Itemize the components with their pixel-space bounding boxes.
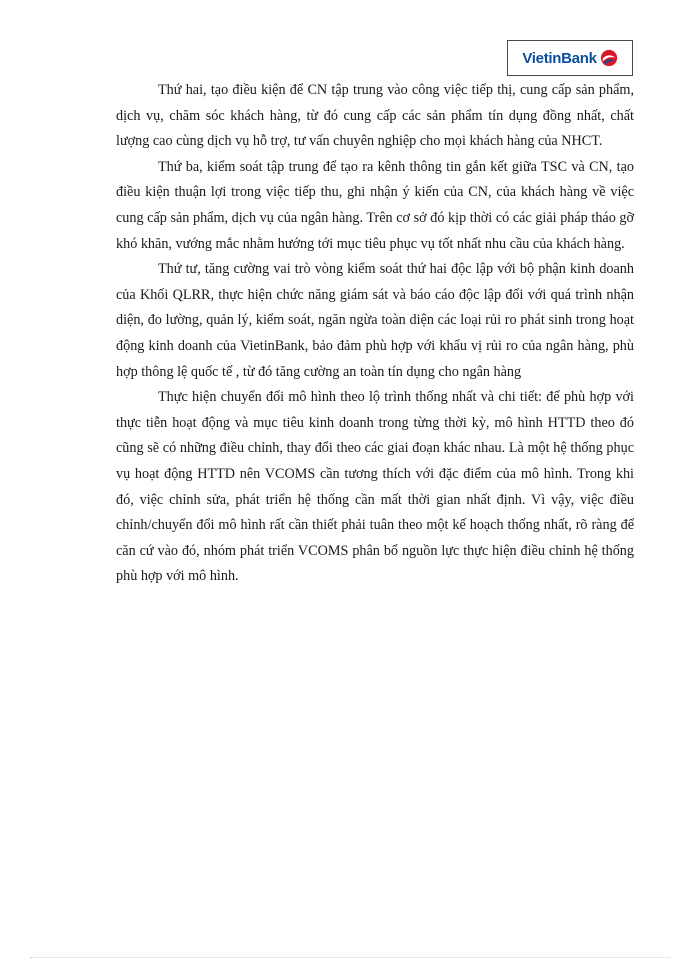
paragraph-chuyen-doi-mo-hinh: Thực hiện chuyển đổi mô hình theo lộ trình thống nhất và chi tiết: để phù hợp với thực tiễn hoạt động và mục tiêu kinh doanh trong từng thời kỳ, mô hình HTTD theo đó cũng sẽ có những điều chỉnh, thay đổi theo các giai đoạn khác nhau. Là một hệ thống phục vụ hoạt động HTTD nên VCOMS cần tương thích với đặc điểm của mô hình. Trong khi đó, việc chỉnh sửa, phát triển hệ thống cần mất thời gian nhất định. Vì vậy, việc điều chỉnh/chuyển đổi mô hình rất cần thiết phải tuân theo một kế hoạch thống nhất, rõ ràng để căn cứ vào đó, nhóm phát triển VCOMS phân bổ nguồn lực thực hiện điều chỉnh hệ thống phù hợp với mô hình. bbox=[116, 389, 634, 585]
paragraph-thu-ba: Thứ ba, kiểm soát tập trung để tạo ra kênh thông tin gắn kết giữa TSC và CN, tạo điều kiện thuận lợi trong việc tiếp thu, ghi nhận ý kiến của CN, của khách hàng về việc cung cấp sản phẩm, dịch vụ của ngân hàng. Trên cơ sở đó kịp thời có các giải pháp tháo gỡ khó khăn, vướng mắc nhằm hướng tới mục tiêu phục vụ tốt nhất nhu cầu của khách hàng. bbox=[116, 158, 634, 252]
vietinbank-swirl-icon bbox=[600, 49, 618, 67]
page-bottom-divider bbox=[30, 957, 670, 958]
paragraph-thu-hai: Thứ hai, tạo điều kiện để CN tập trung vào công việc tiếp thị, cung cấp sản phẩm, dịch vụ, chăm sóc khách hàng, từ đó cung cấp các sản phẩm tín dụng đồng nhất, chất lượng cao cùng dịch vụ hỗ trợ, tư vấn chuyên nghiệp cho mọi khách hàng của NHCT. bbox=[116, 82, 634, 150]
logo-text: VietinBank bbox=[522, 49, 597, 67]
document-body bbox=[116, 78, 634, 590]
paragraph-thu-tu: Thứ tư, tăng cường vai trò vòng kiểm soát thứ hai độc lập với bộ phận kinh doanh của Khối QLRR, thực hiện chức năng giám sát và báo cáo độc lập đối với quá trình nhận diện, đo lường, quản lý, kiểm soát, ngăn ngừa toàn diện các loại rủi ro phát sinh trong hoạt động kinh doanh của VietinBank, bảo đảm phù hợp với khẩu vị rủi ro của ngân hàng, phù hợp thông lệ quốc tế , từ đó tăng cường an toàn tín dụng cho ngân hàng bbox=[116, 261, 634, 380]
vietinbank-logo bbox=[507, 40, 633, 76]
